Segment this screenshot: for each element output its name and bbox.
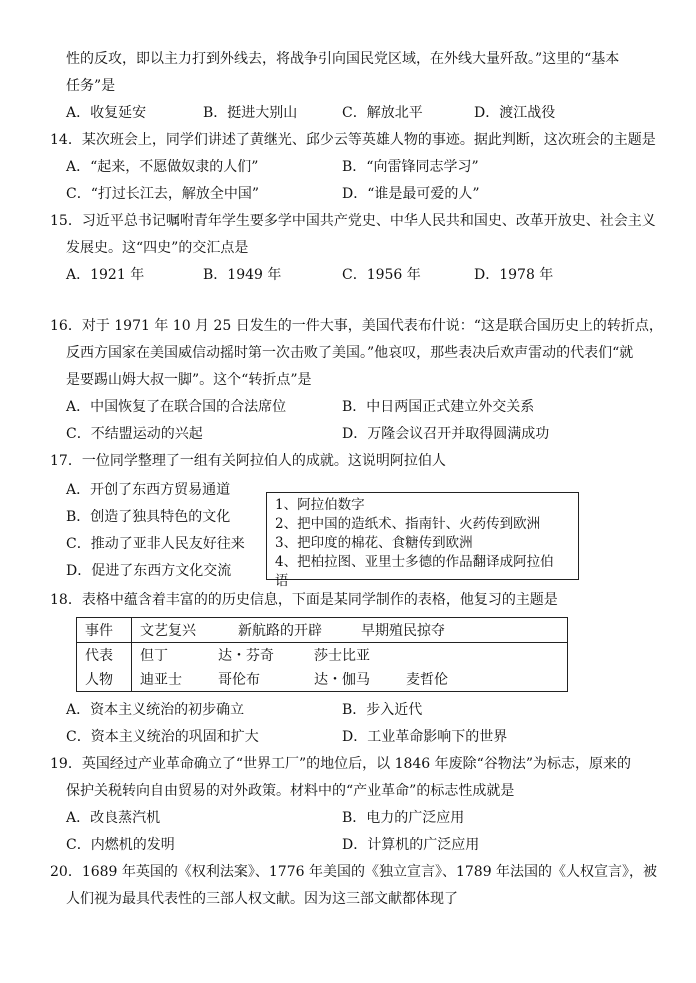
q20-stem-line2: 人们视为最具代表性的三部人权文献。因为这三部文献都体现了 — [66, 891, 458, 907]
q18-option-a[interactable]: A．资本主义统治的初步确立 — [66, 702, 245, 718]
q14-stem: 14．某次班会上，同学们讲述了黄继光、邱少云等英雄人物的事迹。据此判断，这次班会的主题是 — [50, 132, 656, 148]
q14-option-d[interactable]: D．“谁是最可爱的人” — [342, 186, 480, 202]
q14-option-a[interactable]: A．“起来，不愿做奴隶的人们” — [66, 159, 259, 175]
q17-material-item: 语 — [275, 573, 289, 589]
q17-option-c[interactable]: C．推动了亚非人民友好往来 — [66, 536, 245, 552]
q19-stem-line2: 保护关税转向自由贸易的对外政策。材料中的“产业革命”的标志性成就是 — [66, 783, 515, 799]
table-header: 早期殖民掠夺 — [361, 623, 445, 639]
q16-option-c[interactable]: C．不结盟运动的兴起 — [66, 426, 203, 442]
q16-option-d[interactable]: D．万隆会议召开并取得圆满成功 — [342, 426, 550, 442]
table-cell-text: 莎士比亚 — [314, 648, 370, 664]
q18-option-c[interactable]: C．资本主义统治的巩固和扩大 — [66, 729, 259, 745]
table-row — [77, 643, 568, 692]
q15-stem-line1: 15．习近平总书记嘱咐青年学生要多学中国共产党史、中华人民共和国史、改革开放史、社会主义 — [50, 213, 656, 229]
table-cell-text: 但丁 — [140, 648, 168, 664]
q16-option-a[interactable]: A．中国恢复了在联合国的合法席位 — [66, 399, 287, 415]
table-cell-text: 哥伦布 — [218, 672, 260, 688]
table-cell-text: 迪亚士 — [140, 672, 182, 688]
q17-material-item: 4、把柏拉图、亚里士多德的作品翻译成阿拉伯 — [275, 554, 554, 570]
q13-stem-line1: 性的反攻，即以主力打到外线去，将战争引向国民党区域，在外线大量歼敌。”这里的“基本 — [66, 51, 620, 67]
q15-option-d[interactable]: D．1978 年 — [474, 267, 554, 283]
q15-option-c[interactable]: C．1956 年 — [342, 267, 421, 283]
q19-stem-line1: 19．英国经过产业革命确立了“世界工厂”的地位后，以 1846 年废除“谷物法”为标志，原来的 — [50, 756, 631, 772]
table-header-rep: 人物 — [85, 672, 113, 688]
table-header-rep: 代表 — [85, 648, 113, 664]
q14-option-c[interactable]: C．“打过长江去，解放全中国” — [66, 186, 260, 202]
q14-option-b[interactable]: B．“向雷锋同志学习” — [342, 159, 479, 175]
q16-stem-line3: 是要踢山姆大叔一脚”。这个“转折点”是 — [66, 372, 312, 388]
q19-option-c[interactable]: C．内燃机的发明 — [66, 837, 175, 853]
table-cell — [132, 643, 568, 692]
q16-stem-line1: 16．对于 1971 年 10 月 25 日发生的一件大事，美国代表布什说：“这是联合国历史上的转折点， — [50, 318, 663, 334]
q18-option-b[interactable]: B．步入近代 — [342, 702, 423, 718]
q17-material-item: 2、把中国的造纸术、指南针、火药传到欧洲 — [275, 516, 541, 532]
q19-option-b[interactable]: B．电力的广泛应用 — [342, 810, 465, 826]
table-cell-text: 麦哲伦 — [406, 672, 448, 688]
q19-option-d[interactable]: D．计算机的广泛应用 — [342, 837, 480, 853]
table-cell-text: 达・伽马 — [314, 672, 370, 688]
q18-option-d[interactable]: D．工业革命影响下的世界 — [342, 729, 508, 745]
table-cell — [77, 643, 132, 692]
table-cell — [132, 618, 568, 643]
q15-stem-line2: 发展史。这“四史”的交汇点是 — [66, 240, 249, 256]
q16-option-b[interactable]: B．中日两国正式建立外交关系 — [342, 399, 535, 415]
q17-material-item: 3、把印度的棉花、食糖传到欧洲 — [275, 535, 473, 551]
q15-option-a[interactable]: A．1921 年 — [66, 267, 145, 283]
q19-option-a[interactable]: A．改良蒸汽机 — [66, 810, 161, 826]
table-header: 新航路的开辟 — [238, 623, 322, 639]
q17-option-a[interactable]: A．开创了东西方贸易通道 — [66, 482, 231, 498]
q20-stem-line1: 20．1689 年英国的《权利法案》、1776 年美国的《独立宣言》、1789 年法国的《人权宣言》，被 — [50, 864, 658, 880]
q13-option-b[interactable]: B．挺进大别山 — [203, 105, 298, 121]
table-row — [77, 618, 568, 643]
q16-stem-line2: 反西方国家在美国威信动摇时第一次击败了美国。”他哀叹，那些表决后欢声雷动的代表们“就 — [66, 345, 634, 361]
q17-material-box — [266, 492, 579, 589]
q17-stem: 17．一位同学整理了一组有关阿拉伯人的成就。这说明阿拉伯人 — [50, 453, 446, 469]
q13-option-d[interactable]: D．渡江战役 — [474, 105, 556, 121]
table-cell-text: 达・芬奇 — [218, 648, 274, 664]
q18-table — [76, 617, 568, 692]
q13-option-a[interactable]: A．收复延安 — [66, 105, 147, 121]
q17-option-b[interactable]: B．创造了独具特色的文化 — [66, 509, 231, 525]
table-cell — [77, 618, 132, 643]
table-header-event: 事件 — [85, 623, 113, 639]
q15-option-b[interactable]: B．1949 年 — [203, 267, 282, 283]
q18-stem: 18．表格中蕴含着丰富的的历史信息，下面是某同学制作的表格，他复习的主题是 — [50, 592, 558, 608]
q17-material-item: 1、阿拉伯数字 — [275, 497, 365, 513]
q17-option-d[interactable]: D．促进了东西方文化交流 — [66, 563, 232, 579]
q13-option-c[interactable]: C．解放北平 — [342, 105, 423, 121]
q13-stem-line2: 任务”是 — [66, 78, 116, 94]
table-header: 文艺复兴 — [140, 623, 196, 639]
